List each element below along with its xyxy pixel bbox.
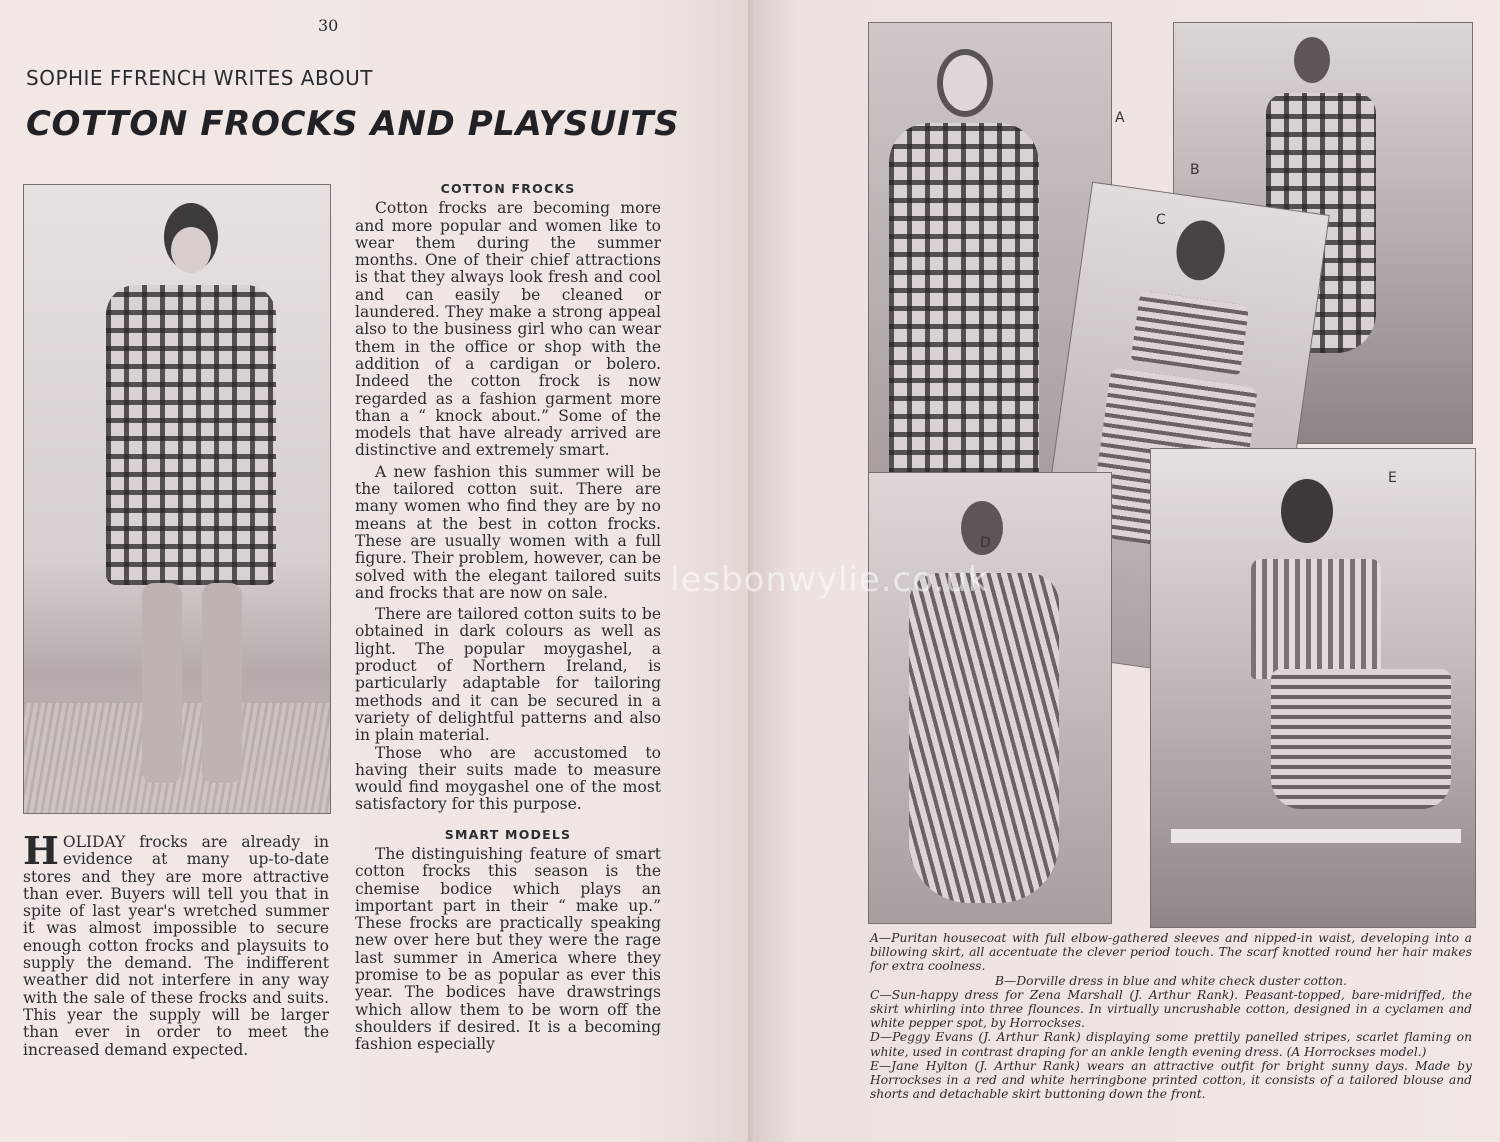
body-paragraph: The distinguishing feature of smart cotton frocks this season is the chemise bodice which plays an important part in their “ make up.” These frocks are practically speaking new over here but they were the rage last summer in America where they promise to be as popular as ever this year. The bodices have drawstrings which allow them to be worn off the shoulders if desired. It is a becoming fashion especially: [355, 844, 661, 1054]
body-paragraph: There are tailored cotton suits to be obtained in dark colours as well as light. The popular moygashel, a product of Northern Ireland, is particularly adaptable for tailoring methods and it can be secured in a variety of delightful patterns and also in plain material.: [355, 605, 661, 745]
section-heading-smart-models: SMART MODELS: [444, 826, 572, 842]
body-paragraph: Cotton frocks are becoming more and more popular and women like to wear them during the summer months. One of their chief attractions is that they always look fresh and cool and can easily be cleaned or laundered. They make a strong appeal also to the business girl who can wear them in the office or shop with the addition of a cardigan or bolero. Indeed the cotton frock is now regarded as a fashion garment more than a “ knock about.” Some of the models that have already arrived are distinctive and extremely smart.: [355, 199, 661, 460]
caption-b: B—Dorville dress in blue and white check duster cotton.: [994, 973, 1348, 988]
caption-a: A—Puritan housecoat with full elbow-gathered sleeves and nipped-in waist, developing into a billowing skirt, all accentuate the clever period touch. The scarf knotted round her hair makes for extra coolness.: [870, 931, 1472, 974]
article-headline: COTTON FROCKS AND PLAYSUITS: [26, 104, 680, 144]
byline: SOPHIE FFRENCH WRITES ABOUT: [26, 66, 373, 90]
model-figure: [24, 185, 330, 813]
caption-e: E—Jane Hylton (J. Arthur Rank) wears an attractive outfit for bright sunny days. Made by Horrockses in a red and white herringbone printed cotton, it consists of a tailored blouse and shorts and detachable skirt buttoning down the front.: [870, 1058, 1472, 1102]
intro-text: OLIDAY frocks are already in evidence at many up-to-date stores and they are more attractive than ever. Buyers will tell you that in spite of last year's wretched summer it was almost impossible to secure enough cotton frocks and playsuits to supply the demand. The indifferent weather did not interfere in any way with the sale of these frocks and suits. This year the supply will be larger than ever in order to meet the increased demand expected.: [23, 833, 329, 1059]
body-paragraph: Those who are accustomed to having their suits made to measure would find moygashel one of the most satisfactory for this purpose.: [355, 743, 661, 814]
photo-captions: [870, 931, 1472, 1101]
watermark: lesbonwylie.co.uk: [670, 560, 989, 600]
photo-e-blouse-skirt: [1150, 448, 1476, 928]
drop-cap: H: [23, 828, 59, 873]
page-number: 30: [318, 16, 339, 35]
photo-letter-a: A: [1115, 110, 1125, 126]
right-text-column: [355, 180, 661, 1054]
playsuit-photo: [23, 184, 331, 814]
body-paragraph: A new fashion this summer will be the tailored cotton suit. There are many women who find they are by no means at the best in cotton frocks. These are usually women with a full figure. Their problem, however, can be solved with the elegant tailored suits and frocks that are now on sale.: [355, 462, 661, 602]
photo-letter-c: C: [1156, 212, 1166, 228]
intro-paragraph: [23, 828, 329, 1059]
intro-column: [23, 828, 329, 1059]
photo-letter-d: D: [980, 535, 991, 551]
photo-letter-e: E: [1388, 470, 1397, 486]
caption-d: D—Peggy Evans (J. Arthur Rank) displaying some prettily panelled stripes, scarlet flaming on white, used in contrast draping for an ankle length evening dress. (A Horrockses model.): [870, 1030, 1472, 1059]
caption-c: C—Sun-happy dress for Zena Marshall (J. Arthur Rank). Peasant-topped, bare-midriffed, the skirt whirling into three flounces. In virtually uncrushable cotton, designed in a cyclamen and white pepper spot, by Horrockses.: [870, 987, 1472, 1031]
section-heading-cotton-frocks: COTTON FROCKS: [440, 181, 576, 196]
photo-letter-b: B: [1190, 162, 1200, 178]
model-figure-e: [1151, 449, 1475, 927]
